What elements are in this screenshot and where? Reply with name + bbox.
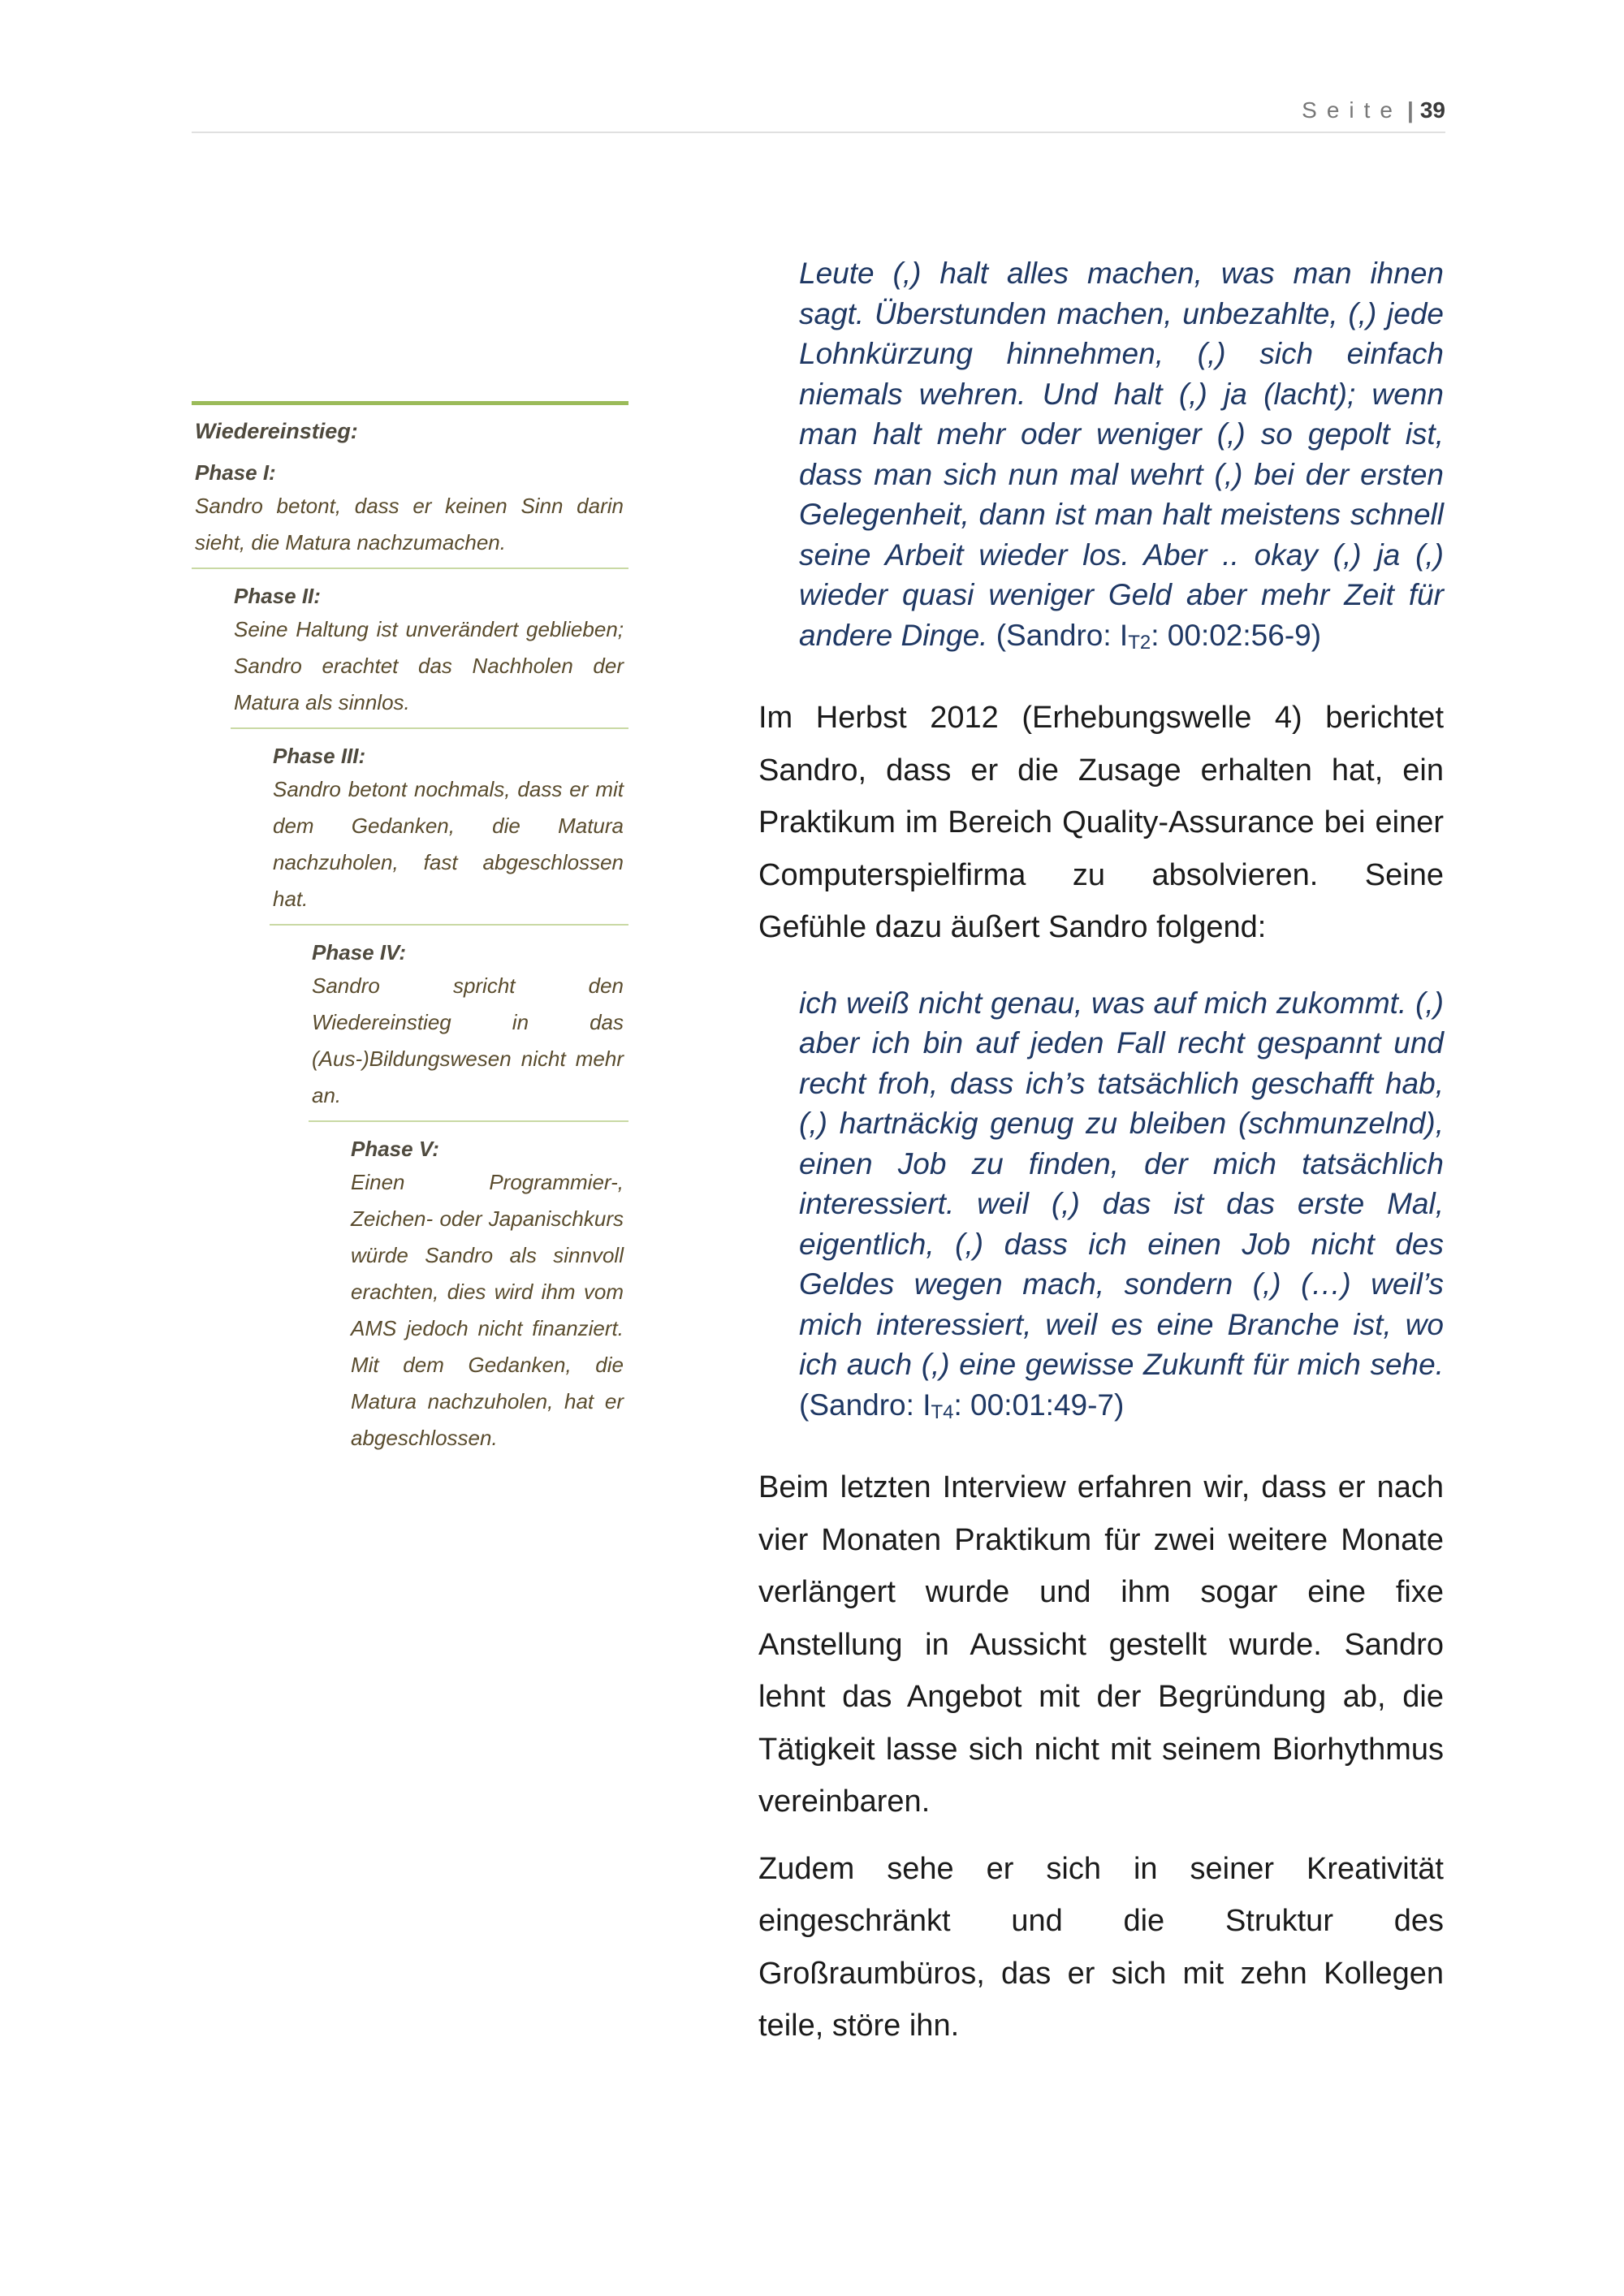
body-paragraph-2: Beim letzten Interview erfahren wir, dass er nach vier Monaten Praktikum für zwei weitere Monate verlängert wurde und ihm sogar eine fixe Anstellung in Aussicht gestellt wurde. Sandro lehnt das Angebot mit der Begründung ab, die Tätigkeit lasse sich nicht mit seinem Biorhythmus vereinbaren. <box>758 1470 1444 1819</box>
reference-suffix: : 00:01:49-7) <box>953 1388 1125 1422</box>
phase-block-5 <box>348 1122 628 1463</box>
body-paragraph-3: Zudem sehe er sich in seiner Kreativität eingeschränkt und die Struktur des Großraumbüros, das er sich mit zehn Kollegen teile, störe ihn. <box>758 1851 1444 2043</box>
phase-text: Seine Haltung ist unverändert geblieben; Sandro erachtet das Nachholen der Matura als sinnlos. <box>234 617 624 714</box>
main-text-column <box>758 253 1444 2052</box>
phase-title: Phase II: <box>234 584 321 608</box>
phase-block-1 <box>192 446 628 569</box>
page-number-block <box>1302 97 1445 123</box>
page-header <box>192 89 1445 133</box>
interview-quote-2 <box>799 983 1444 1433</box>
page-label: Seite <box>1302 97 1402 123</box>
reference-prefix: (Sandro: I <box>799 1388 931 1422</box>
phase-text: Einen Programmier-, Zeichen- oder Japanischkurs würde Sandro als sinnvoll erachten, dies wird ihm vom AMS jedoch nicht finanziert. Mit dem Gedanken, die Matura nachzuholen, hat er abgeschlossen. <box>351 1170 624 1450</box>
phase-title: Phase I: <box>195 460 276 485</box>
sidebar-title: Wiedereinstieg: <box>195 419 358 443</box>
reference-prefix: (Sandro: I <box>996 618 1129 652</box>
reference-subscript: T4 <box>931 1400 954 1423</box>
phase-block-3 <box>270 729 628 926</box>
quote-text: ich weiß nicht genau, was auf mich zukommt. (,) aber ich bin auf jeden Fall recht gespannt und recht froh, dass ich’s tatsächlich geschafft hab, (,) hartnäckig genug zu bleiben (schmunzelnd), einen Job zu finden, der mich tatsächlich interessiert. weil (,) das ist das erste Mal, eigentlich, (,) dass ich einen Job nicht des Geldes wegen mach, sondern (,) (…) weil’s mich interessiert, weil es eine Branche ist, wo ich auch (,) eine gewisse Zukunft für mich sehe. <box>799 986 1444 1381</box>
phase-text: Sandro betont nochmals, dass er mit dem Gedanken, die Matura nachzuholen, fast abgeschlossen hat. <box>273 777 624 911</box>
sidebar-summary-box <box>192 401 628 1463</box>
quote-reference <box>799 1388 1124 1422</box>
phase-title: Phase III: <box>273 744 366 768</box>
reference-subscript: T2 <box>1128 631 1151 654</box>
reference-suffix: : 00:02:56-9) <box>1151 618 1322 652</box>
interview-quote-1 <box>799 253 1444 662</box>
phase-text: Sandro betont, dass er keinen Sinn darin sieht, die Matura nachzumachen. <box>195 494 624 555</box>
page-separator: | <box>1407 97 1414 123</box>
quote-text: Leute (,) halt alles machen, was man ihnen sagt. Überstunden machen, unbezahlte, (,) jede Lohnkürzung hinnehmen, (,) sich einfach niemals wehren. Und halt (,) ja (lacht); wenn man halt mehr oder weniger (,) so gepolt ist, dass man sich nun mal wehrt (,) bei der ersten Gelegenheit, dann ist man halt meistens schnell seine Arbeit wieder los. Aber .. okay (,) ja (,) wieder quasi weniger Geld aber mehr Zeit für andere Dinge. <box>799 257 1444 652</box>
phase-block-2 <box>231 569 628 729</box>
phase-block-4 <box>309 926 628 1122</box>
phase-title: Phase V: <box>351 1137 439 1161</box>
phase-text: Sandro spricht den Wiedereinstieg in das (Aus-)Bildungswesen nicht mehr an. <box>312 973 624 1107</box>
quote-reference <box>996 619 1321 652</box>
page-number: 39 <box>1419 97 1445 123</box>
body-paragraph-1: Im Herbst 2012 (Erhebungswelle 4) berichtet Sandro, dass er die Zusage erhalten hat, ein Praktikum im Bereich Quality-Assurance bei einer Computerspielfirma zu absolvieren. Seine Gefühle dazu äußert Sandro folgend: <box>758 701 1444 944</box>
phase-title: Phase IV: <box>312 940 407 965</box>
